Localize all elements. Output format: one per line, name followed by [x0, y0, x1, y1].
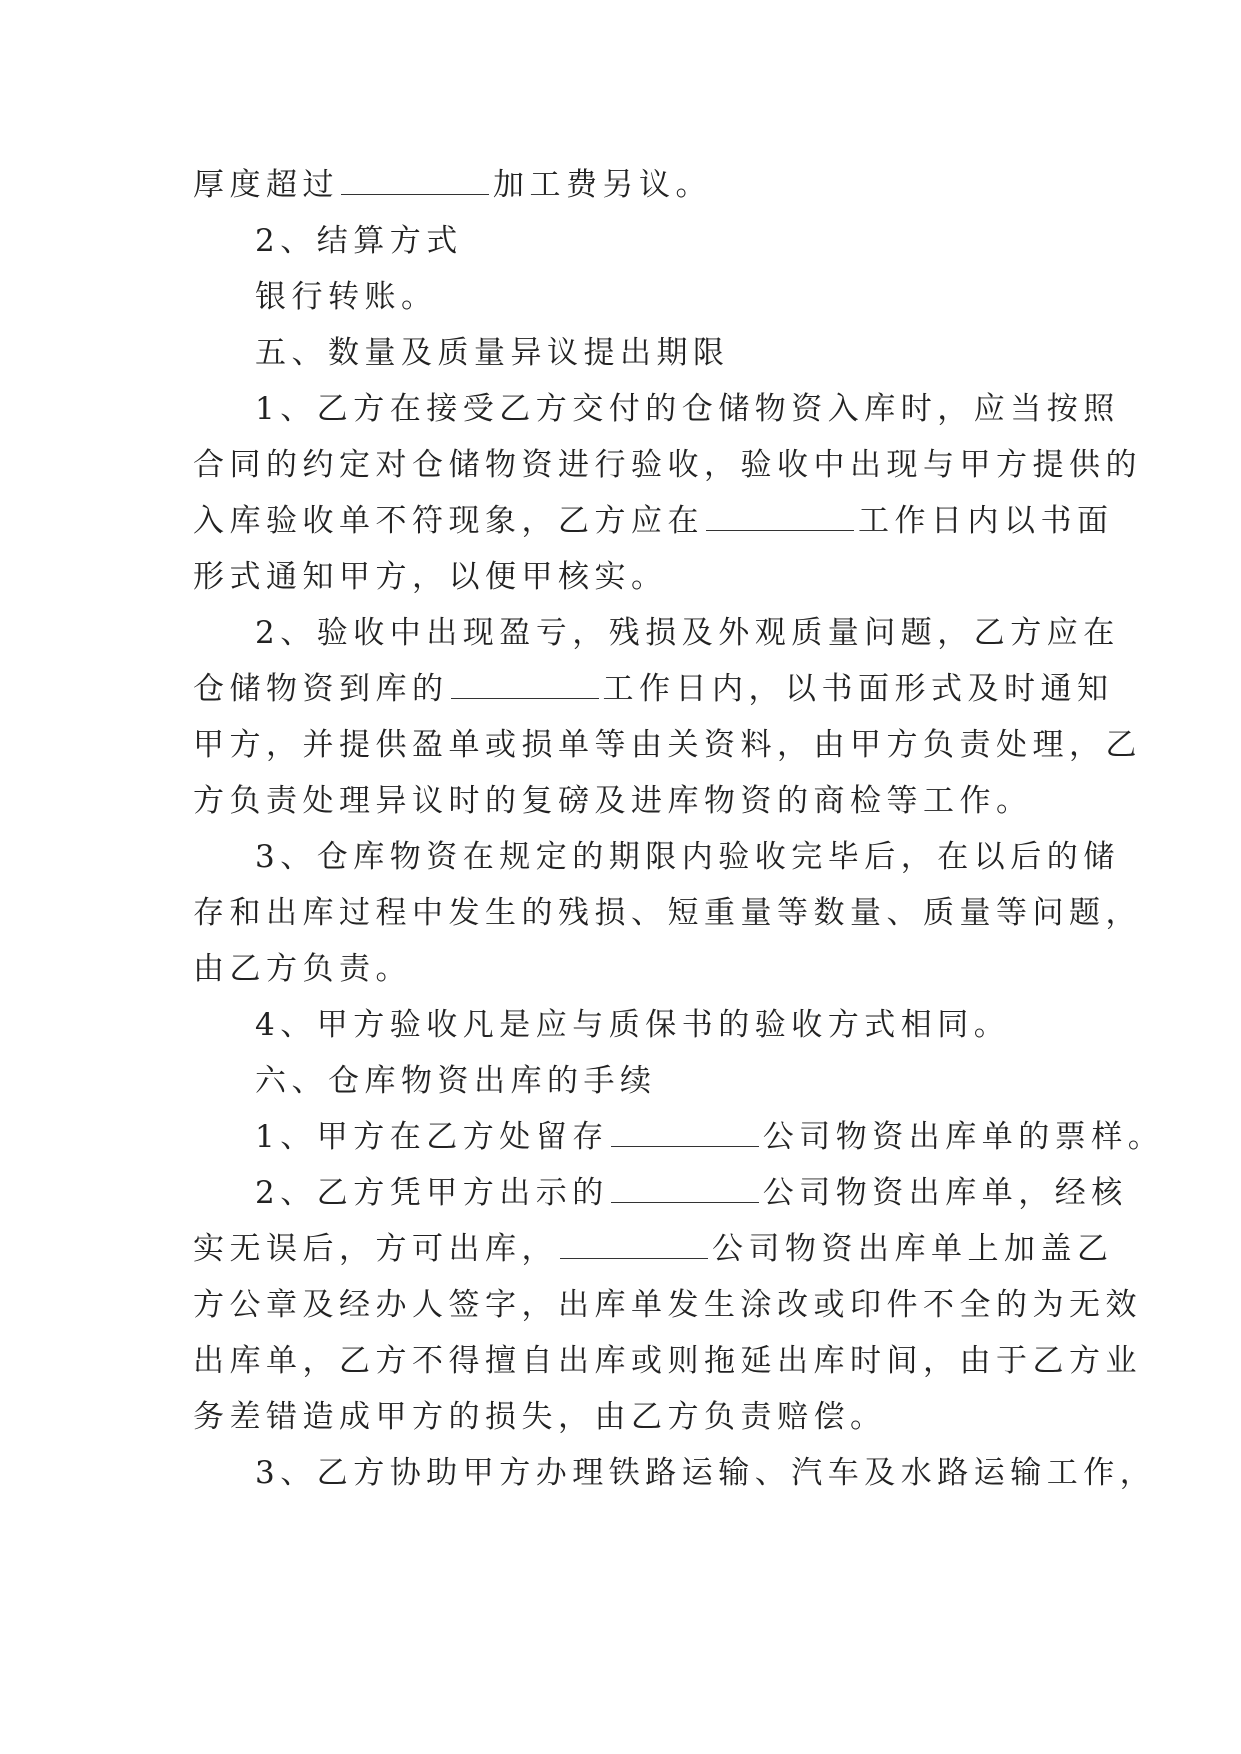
text-line: [193, 716, 1142, 774]
text-segment: 仓储物资到库的: [193, 671, 449, 707]
text-segment: 存和出库过程中发生的残损、短重量等数量、质量等问题，: [193, 895, 1142, 931]
text-segment: 合同的约定对仓储物资进行验收，验收中出现与甲方提供的: [193, 447, 1142, 483]
text-segment: 出库单，乙方不得擅自出库或则拖延出库时间，由于乙方业: [193, 1343, 1142, 1379]
text-line: [193, 492, 1114, 550]
text-segment: 3、乙方协助甲方办理铁路运输、汽车及水路运输工作，: [255, 1455, 1157, 1491]
fill-in-blank: [611, 1145, 759, 1147]
text-segment: 务差错造成甲方的损失，由乙方负责赔偿。: [193, 1399, 887, 1435]
text-segment: 实无误后，方可出库，: [193, 1231, 558, 1267]
text-line: [193, 1388, 1053, 1446]
text-segment: 2、验收中出现盈亏，残损及外观质量问题，乙方应在: [255, 615, 1120, 651]
text-segment: 工作日内，以书面形式及时通知: [602, 671, 1114, 707]
text-segment: 1、甲方在乙方处留存: [255, 1119, 609, 1155]
text-line: [255, 1444, 1157, 1502]
text-segment: 1、乙方在接受乙方交付的仓储物资入库时，应当按照: [255, 391, 1120, 427]
text-segment: 公司物资出库单，经核: [762, 1175, 1128, 1211]
text-line: [255, 380, 1120, 438]
text-segment: 银行转账。: [255, 279, 438, 315]
fill-in-blank: [611, 1201, 759, 1203]
text-line: [193, 436, 1142, 494]
text-segment: 由乙方负责。: [193, 951, 412, 987]
text-segment: 厚度超过: [193, 167, 339, 203]
text-line: [255, 268, 1115, 326]
text-segment: 工作日内以书面: [858, 503, 1114, 539]
fill-in-blank: [341, 193, 489, 195]
text-segment: 3、仓库物资在规定的期限内验收完毕后，在以后的储: [255, 839, 1120, 875]
text-segment: 加工费另议。: [493, 167, 712, 203]
text-segment: 公司物资出库单上加盖乙: [712, 1231, 1114, 1267]
text-segment: 2、乙方凭甲方出示的: [255, 1175, 609, 1211]
heading-text: 五、数量及质量异议提出期限: [255, 335, 730, 371]
section-heading: [255, 1052, 1115, 1110]
fill-in-blank: [560, 1257, 708, 1259]
text-line: [255, 1164, 1128, 1222]
heading-text: 六、仓库物资出库的手续: [255, 1063, 657, 1099]
text-segment: 4、甲方验收凡是应与质保书的验收方式相同。: [255, 1007, 1011, 1043]
text-line: [255, 1108, 1165, 1166]
text-line: [193, 1220, 1114, 1278]
text-segment: 方负责处理异议时的复磅及进库物资的商检等工作。: [193, 783, 1033, 819]
section-heading: [255, 212, 1115, 270]
text-segment: 公司物资出库单的票样。: [762, 1119, 1165, 1155]
text-line: [255, 604, 1120, 662]
text-line: [193, 548, 1053, 606]
text-line: [193, 1332, 1142, 1390]
heading-text: 2、结算方式: [255, 223, 463, 259]
text-line: [193, 660, 1114, 718]
text-line: [193, 1276, 1142, 1334]
section-heading: [255, 324, 1115, 382]
text-line: [193, 884, 1142, 942]
text-line: [193, 156, 1053, 214]
text-line: [255, 996, 1115, 1054]
text-segment: 入库验收单不符现象，乙方应在: [193, 503, 704, 539]
text-line: [193, 940, 1053, 998]
text-line: [255, 828, 1120, 886]
text-segment: 形式通知甲方，以便甲核实。: [193, 559, 668, 595]
text-segment: 方公章及经办人签字，出库单发生涂改或印件不全的为无效: [193, 1287, 1142, 1323]
fill-in-blank: [706, 529, 854, 531]
fill-in-blank: [451, 697, 599, 699]
text-segment: 甲方，并提供盈单或损单等由关资料，由甲方负责处理，乙: [193, 727, 1142, 763]
text-line: [193, 772, 1053, 830]
